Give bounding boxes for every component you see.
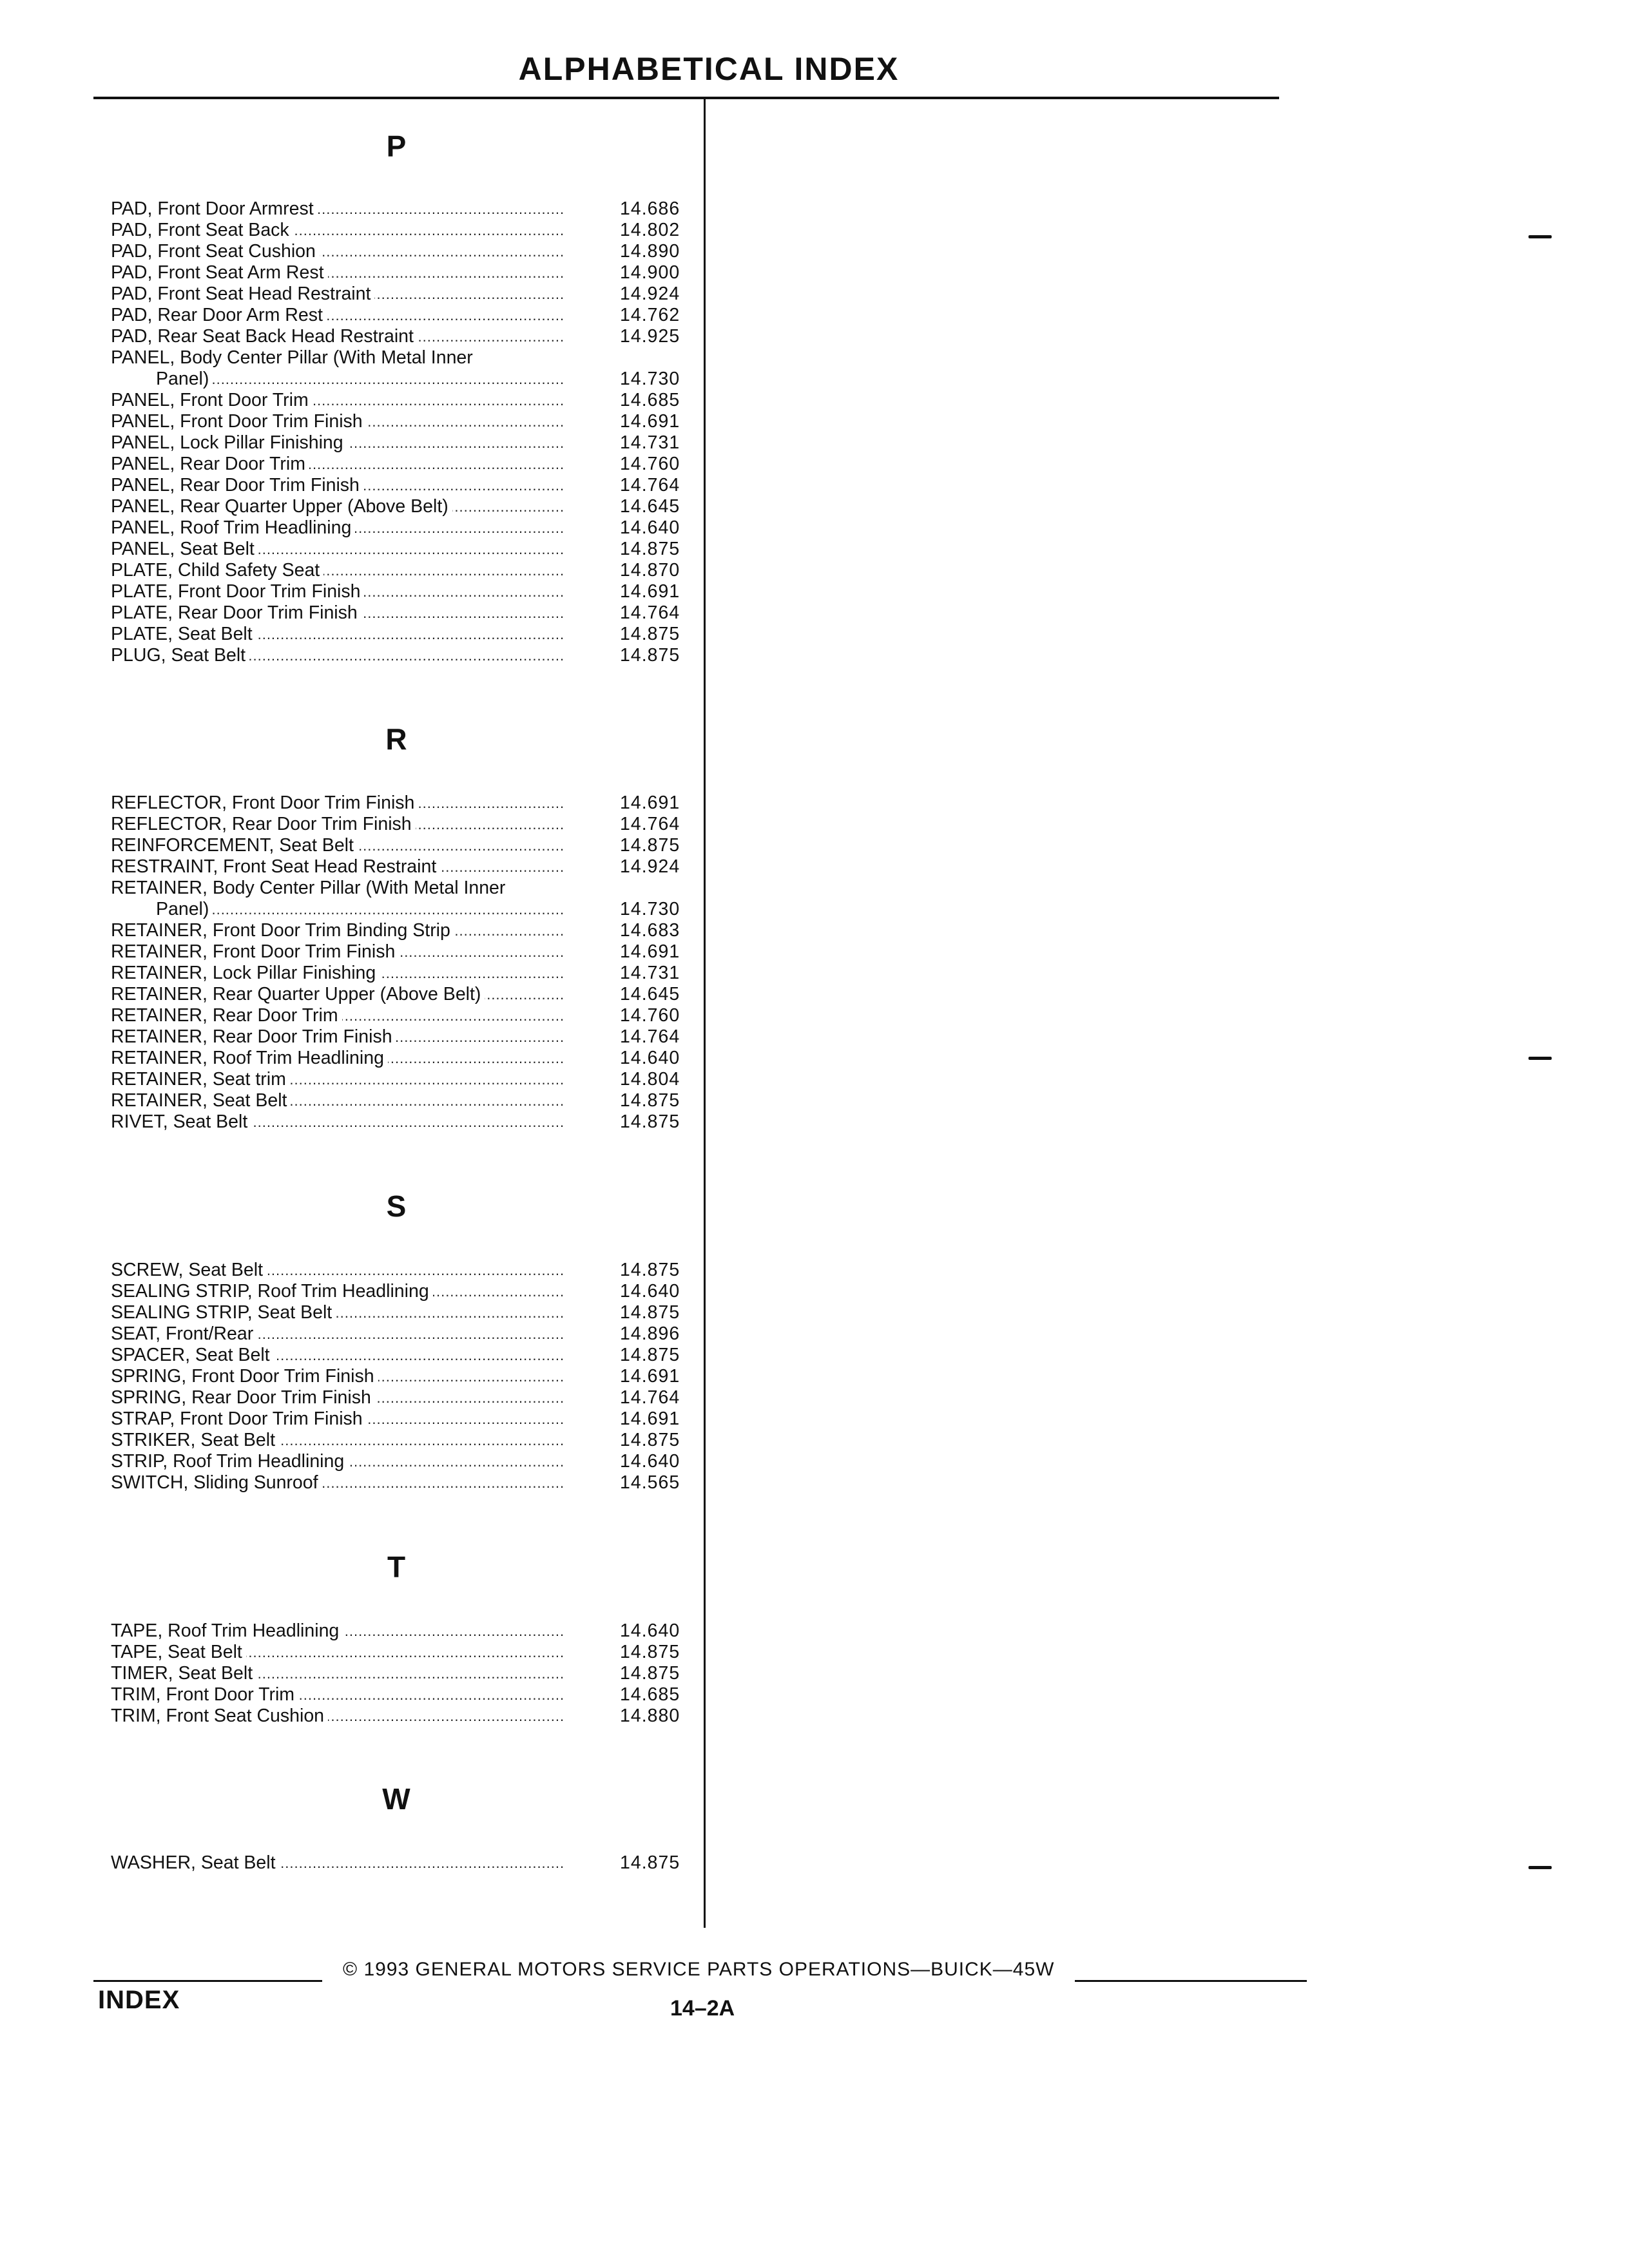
page-title: ALPHABETICAL INDEX (518, 51, 900, 87)
entry-page: 14.875 (620, 1642, 680, 1662)
entry-name: STRAP, Front Door Trim Finish (111, 1408, 367, 1429)
list-item (111, 941, 697, 963)
entry-page: 14.640 (620, 1048, 680, 1068)
entry-page: 14.760 (620, 1005, 680, 1026)
list-item (111, 305, 697, 326)
list-item (111, 1323, 697, 1345)
entry-name: RETAINER, Body Center Pillar (With Metal Inner (111, 878, 506, 898)
list-item (111, 920, 697, 941)
list-item (111, 347, 697, 369)
entry-page: 14.691 (620, 581, 680, 602)
entry-name: PAD, Front Seat Arm Rest (111, 262, 328, 283)
list-item (111, 963, 697, 984)
entry-page: 14.640 (620, 1620, 680, 1641)
list-item (111, 475, 697, 496)
footer-section-label: INDEX (98, 1986, 180, 2014)
entry-name: REFLECTOR, Front Door Trim Finish (111, 793, 418, 813)
entry-page: 14.764 (620, 602, 680, 623)
entry-page: 14.870 (620, 560, 680, 581)
entry-list (111, 1852, 697, 1874)
list-item (111, 1005, 697, 1026)
entry-page: 14.875 (620, 645, 680, 666)
entry-page: 14.875 (620, 1302, 680, 1323)
entry-page: 14.875 (620, 1111, 680, 1132)
entry-name: SPACER, Seat Belt (111, 1345, 274, 1365)
entry-page: 14.640 (620, 1281, 680, 1302)
entry-name: PANEL, Seat Belt (111, 539, 258, 559)
footer-rule (93, 1980, 322, 1982)
list-item (111, 1090, 697, 1111)
entry-name: SEAT, Front/Rear (111, 1323, 257, 1344)
entry-name: SEALING STRIP, Seat Belt (111, 1302, 336, 1323)
list-item (111, 1026, 697, 1048)
section-letter: S (386, 1189, 407, 1223)
entry-name: PAD, Rear Seat Back Head Restraint (111, 326, 418, 347)
list-item (111, 1852, 697, 1874)
entry-name: PANEL, Rear Door Trim Finish (111, 475, 363, 495)
margin-mark (1528, 235, 1552, 238)
list-item (111, 411, 697, 432)
entry-page: 14.691 (620, 941, 680, 962)
entry-page: 14.875 (620, 624, 680, 644)
entry-name: SPRING, Rear Door Trim Finish (111, 1387, 375, 1408)
entry-page: 14.730 (620, 899, 680, 919)
entry-page: 14.685 (620, 1684, 680, 1705)
list-item (111, 1472, 697, 1494)
entry-page: 14.645 (620, 496, 680, 517)
list-item (111, 262, 697, 284)
entry-page: 14.691 (620, 1408, 680, 1429)
entry-list (111, 198, 697, 666)
entry-page: 14.925 (620, 326, 680, 347)
entry-name: RETAINER, Roof Trim Headlining (111, 1048, 388, 1068)
entry-name: PAD, Front Seat Head Restraint (111, 284, 374, 304)
entry-name: PLATE, Child Safety Seat (111, 560, 323, 581)
entry-page: 14.685 (620, 390, 680, 410)
list-item (111, 1111, 697, 1133)
entry-name: RESTRAINT, Front Seat Head Restraint (111, 856, 440, 877)
section-letter: R (385, 722, 407, 756)
entry-name: STRIP, Roof Trim Headlining (111, 1451, 348, 1472)
entry-name: PANEL, Body Center Pillar (With Metal Inner (111, 347, 473, 368)
entry-page: 14.875 (620, 1345, 680, 1365)
list-item (111, 1451, 697, 1472)
entry-page: 14.764 (620, 1387, 680, 1408)
list-item (111, 1642, 697, 1663)
entry-name: RETAINER, Seat Belt (111, 1090, 291, 1111)
list-item (111, 1366, 697, 1387)
entry-page: 14.764 (620, 1026, 680, 1047)
list-item (111, 878, 697, 899)
list-item (111, 581, 697, 602)
entry-page: 14.640 (620, 517, 680, 538)
footer-rule (1075, 1980, 1307, 1982)
entry-list (111, 1260, 697, 1494)
entry-page: 14.760 (620, 454, 680, 474)
entry-page: 14.764 (620, 475, 680, 495)
list-item (111, 1345, 697, 1366)
list-item (111, 1387, 697, 1408)
list-item (111, 1048, 697, 1069)
entry-page: 14.764 (620, 814, 680, 834)
list-item (111, 793, 697, 814)
header-rule (93, 97, 1279, 99)
entry-page: 14.880 (620, 1706, 680, 1726)
list-item (111, 1069, 697, 1090)
entry-page: 14.691 (620, 411, 680, 432)
entry-page: 14.802 (620, 220, 680, 240)
entry-page: 14.686 (620, 198, 680, 219)
list-item (111, 1620, 697, 1642)
entry-name-continued: Panel) (111, 369, 213, 389)
entry-name: SWITCH, Sliding Sunroof (111, 1472, 322, 1493)
entry-page: 14.875 (620, 539, 680, 559)
list-item (111, 198, 697, 220)
entry-page: 14.875 (620, 1852, 680, 1873)
entry-name: PANEL, Rear Door Trim (111, 454, 309, 474)
list-item (111, 539, 697, 560)
list-item (111, 1281, 697, 1302)
entry-name: TIMER, Seat Belt (111, 1663, 256, 1684)
margin-mark (1528, 1057, 1552, 1060)
list-item (111, 241, 697, 262)
entry-name: PANEL, Roof Trim Headlining (111, 517, 355, 538)
entry-page: 14.875 (620, 835, 680, 856)
entry-name: PLATE, Seat Belt (111, 624, 256, 644)
entry-name: RETAINER, Front Door Trim Binding Strip (111, 920, 454, 941)
entry-name: PAD, Front Door Armrest (111, 198, 318, 219)
list-item (111, 835, 697, 856)
entry-name: WASHER, Seat Belt (111, 1852, 280, 1873)
entry-page: 14.890 (620, 241, 680, 262)
list-item (111, 1260, 697, 1281)
entry-page: 14.875 (620, 1260, 680, 1280)
list-item (111, 369, 697, 390)
entry-name: RETAINER, Front Door Trim Finish (111, 941, 399, 962)
entry-page: 14.762 (620, 305, 680, 325)
entry-name: RETAINER, Lock Pillar Finishing (111, 963, 380, 983)
entry-name-continued: Panel) (111, 899, 213, 919)
entry-name: PANEL, Lock Pillar Finishing (111, 432, 347, 453)
entry-name: TRIM, Front Door Trim (111, 1684, 298, 1705)
entry-page: 14.645 (620, 984, 680, 1004)
entry-name: SCREW, Seat Belt (111, 1260, 267, 1280)
entry-name: PAD, Rear Door Arm Rest (111, 305, 327, 325)
list-item (111, 390, 697, 411)
list-item (111, 1302, 697, 1323)
entry-name: PLUG, Seat Belt (111, 645, 249, 666)
list-item (111, 220, 697, 241)
list-item (111, 602, 697, 624)
entry-page: 14.924 (620, 284, 680, 304)
entry-list (111, 1620, 697, 1727)
entry-name: RETAINER, Seat trim (111, 1069, 290, 1090)
list-item (111, 899, 697, 920)
list-item (111, 454, 697, 475)
list-item (111, 517, 697, 539)
entry-name: TAPE, Seat Belt (111, 1642, 246, 1662)
list-item (111, 1663, 697, 1684)
list-item (111, 1430, 697, 1451)
entry-page: 14.683 (620, 920, 680, 941)
entry-name: TAPE, Roof Trim Headlining (111, 1620, 343, 1641)
entry-page: 14.730 (620, 369, 680, 389)
entry-name: TRIM, Front Seat Cushion (111, 1706, 328, 1726)
section-letter: T (387, 1550, 406, 1584)
entry-name: RETAINER, Rear Door Trim (111, 1005, 342, 1026)
list-item (111, 432, 697, 454)
entry-name: PANEL, Rear Quarter Upper (Above Belt) (111, 496, 452, 517)
entry-page: 14.924 (620, 856, 680, 877)
entry-name: RETAINER, Rear Quarter Upper (Above Belt) (111, 984, 485, 1004)
margin-mark (1528, 1866, 1552, 1869)
list-item (111, 1408, 697, 1430)
entry-page: 14.731 (620, 432, 680, 453)
list-item (111, 284, 697, 305)
section-letter: W (382, 1782, 410, 1816)
list-item (111, 326, 697, 347)
entry-name: SPRING, Front Door Trim Finish (111, 1366, 378, 1387)
entry-page: 14.896 (620, 1323, 680, 1344)
entry-name: RIVET, Seat Belt (111, 1111, 251, 1132)
list-item (111, 496, 697, 517)
entry-list (111, 793, 697, 1133)
list-item (111, 814, 697, 835)
footer-page-number: 14–2A (670, 1996, 735, 2021)
entry-name: PAD, Front Seat Cushion (111, 241, 320, 262)
footer-copyright: © 1993 GENERAL MOTORS SERVICE PARTS OPERATIONS—BUICK—45W (343, 1959, 1055, 1980)
section-letter: P (386, 130, 407, 163)
list-item (111, 624, 697, 645)
entry-name: PANEL, Front Door Trim (111, 390, 313, 410)
entry-name: REFLECTOR, Rear Door Trim Finish (111, 814, 416, 834)
list-item (111, 856, 697, 878)
list-item (111, 984, 697, 1005)
entry-page: 14.804 (620, 1069, 680, 1090)
entry-page: 14.875 (620, 1430, 680, 1450)
entry-page: 14.565 (620, 1472, 680, 1493)
entry-name: RETAINER, Rear Door Trim Finish (111, 1026, 396, 1047)
list-item (111, 645, 697, 666)
entry-page: 14.900 (620, 262, 680, 283)
entry-name: PLATE, Rear Door Trim Finish (111, 602, 361, 623)
list-item (111, 1706, 697, 1727)
entry-name: PAD, Front Seat Back (111, 220, 293, 240)
entry-name: STRIKER, Seat Belt (111, 1430, 279, 1450)
entry-name: PANEL, Front Door Trim Finish (111, 411, 367, 432)
entry-name: PLATE, Front Door Trim Finish (111, 581, 364, 602)
entry-page: 14.875 (620, 1090, 680, 1111)
list-item (111, 560, 697, 581)
entry-page: 14.691 (620, 1366, 680, 1387)
entry-name: REINFORCEMENT, Seat Belt (111, 835, 358, 856)
entry-name: SEALING STRIP, Roof Trim Headlining (111, 1281, 433, 1302)
column-divider (704, 98, 706, 1928)
entry-page: 14.731 (620, 963, 680, 983)
list-item (111, 1684, 697, 1706)
entry-page: 14.691 (620, 793, 680, 813)
entry-page: 14.640 (620, 1451, 680, 1472)
entry-page: 14.875 (620, 1663, 680, 1684)
